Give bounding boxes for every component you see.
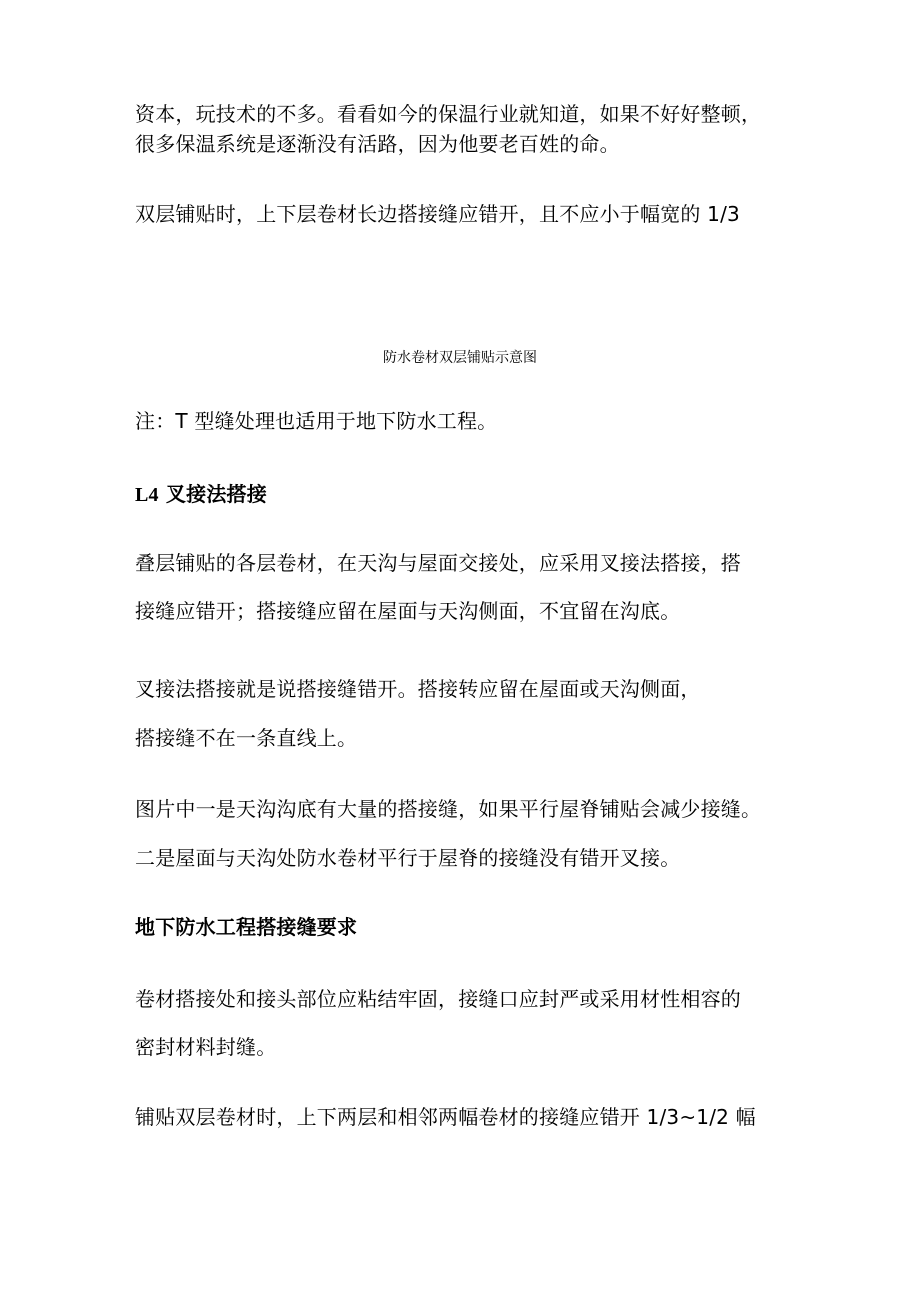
paragraph-line-11: 密封材料封缝。 bbox=[135, 1035, 277, 1059]
paragraph-line-1: 资本，玩技术的不多。看看如今的保温行业就知道，如果不好好整顿， bbox=[135, 102, 762, 126]
note-line: 注：T 型缝处理也适用于地下防水工程。 bbox=[135, 409, 498, 433]
paragraph-line-5: 接缝应错开；搭接缝应留在屋面与天沟侧面，不宜留在沟底。 bbox=[135, 599, 681, 623]
paragraph-line-6: 叉接法搭接就是说搭接缝错开。搭接转应留在屋面或天沟侧面， bbox=[135, 677, 701, 701]
paragraph-line-2: 很多保温系统是逐渐没有活路，因为他要老百姓的命。 bbox=[135, 132, 620, 156]
paragraph-line-12: 铺贴双层卷材时，上下两层和相邻两幅卷材的接缝应错开 1/3~1/2 幅 bbox=[135, 1105, 756, 1129]
figure-caption: 防水卷材双层铺贴示意图 bbox=[383, 350, 537, 366]
paragraph-line-9: 二是屋面与天沟处防水卷材平行于屋脊的接缝没有错开叉接。 bbox=[135, 846, 681, 870]
paragraph-line-8: 图片中一是天沟沟底有大量的搭接缝，如果平行屋脊铺贴会减少接缝。 bbox=[135, 797, 762, 821]
paragraph-line-3: 双层铺贴时，上下层卷材长边搭接缝应错开，且不应小于幅宽的 1/3 bbox=[135, 202, 740, 226]
section-heading-l4 bbox=[135, 481, 267, 508]
paragraph-line-4: 叠层铺贴的各层卷材，在天沟与屋面交接处，应采用叉接法搭接，搭 bbox=[135, 551, 741, 575]
section-heading-underground: 地下防水工程搭接缝要求 bbox=[135, 915, 358, 939]
paragraph-line-7: 搭接缝不在一条直线上。 bbox=[135, 726, 358, 750]
section-heading-number: L4 bbox=[135, 484, 159, 506]
section-heading-text: 叉接法搭接 bbox=[165, 482, 267, 506]
paragraph-line-10: 卷材搭接处和接头部位应粘结牢固，接缝口应封严或采用材性相容的 bbox=[135, 987, 741, 1011]
